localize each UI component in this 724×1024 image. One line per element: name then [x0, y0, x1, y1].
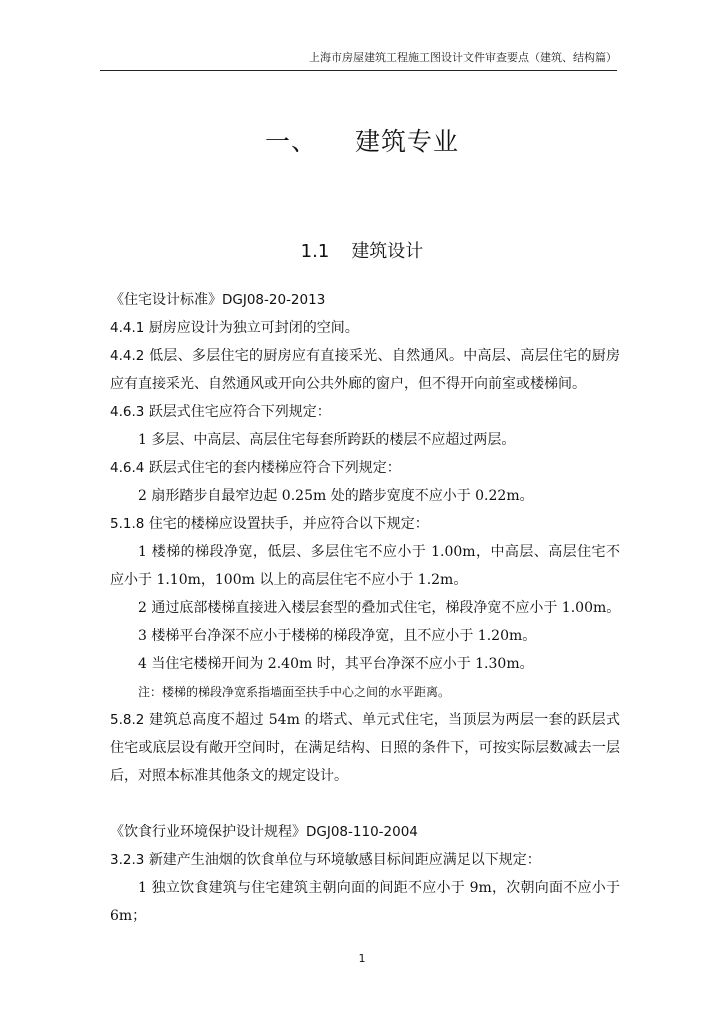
- clause: [110, 706, 620, 790]
- clause-item: [110, 426, 620, 454]
- standard-title: [110, 286, 620, 314]
- clause: [110, 342, 620, 398]
- running-header: 上海市房屋建筑工程施工图设计文件审查要点（建筑、结构篇）: [309, 51, 617, 64]
- clause-number: 5.1.8: [110, 516, 145, 532]
- page-number: 1: [358, 952, 366, 965]
- chapter-heading: [0, 126, 724, 158]
- clause-number: 4.6.4: [110, 460, 145, 476]
- clause-item: [110, 482, 620, 510]
- document-body: [110, 286, 620, 930]
- clause-text: 厨房应设计为独立可封闭的空间。: [148, 320, 359, 336]
- clause-item-text: 4 当住宅楼梯开间为 2.40m 时，其平台净深不应小于 1.30m。: [138, 656, 534, 672]
- clause-text: 住宅的楼梯应设置扶手，并应符合以下规定：: [148, 516, 429, 532]
- clause: [110, 314, 620, 342]
- clause: [110, 454, 620, 482]
- standard-title: [110, 818, 620, 846]
- standard-name: 《住宅设计标准》: [110, 292, 222, 308]
- section-number: 1.1: [300, 241, 330, 262]
- clause: [110, 510, 620, 538]
- clause-number: 5.8.2: [110, 712, 145, 728]
- clause-item: [110, 650, 620, 678]
- clause-item-text: 2 扇形踏步自最窄边起 0.25m 处的踏步宽度不应小于 0.22m。: [138, 488, 534, 504]
- clause-item-text: 1 独立饮食建筑与住宅建筑主朝向面的间距不应小于 9m，次朝向面不应小于 6m；: [110, 880, 620, 924]
- header-rule: [100, 70, 617, 71]
- clause-text: 建筑总高度不超过 54m 的塔式、单元式住宅，当顶层为两层一套的跃层式住宅或底层设有敞开空间时，在满足结构、日照的条件下，可按实际层数减去一层后，对照本标准其他条文的规定设计。: [110, 712, 620, 784]
- paragraph-gap: [110, 790, 620, 818]
- clause-item-text: 1 楼梯的梯段净宽，低层、多层住宅不应小于 1.00m，中高层、高层住宅不应小于 1.10m，100m 以上的高层住宅不应小于 1.2m。: [110, 544, 620, 588]
- clause-item-text: 3 楼梯平台净深不应小于楼梯的梯段净宽，且不应小于 1.20m。: [138, 628, 537, 644]
- clause-note-text: 注：楼梯的梯段净宽系指墙面至扶手中心之间的水平距离。: [138, 685, 451, 699]
- clause-item-text: 1 多层、中高层、高层住宅每套所跨跃的楼层不应超过两层。: [138, 432, 516, 448]
- clause-number: 4.4.1: [110, 320, 145, 336]
- standard-code: DGJ08-20-2013: [222, 292, 326, 308]
- chapter-title: 建筑专业: [355, 127, 460, 156]
- clause-item: [110, 594, 620, 622]
- section-heading: [0, 240, 724, 264]
- clause-item: [110, 622, 620, 650]
- standard-name: 《饮食行业环境保护设计规程》: [110, 824, 306, 840]
- clause-item: [110, 538, 620, 594]
- clause-item: [110, 874, 620, 930]
- standard-code: DGJ08-110-2004: [306, 824, 418, 840]
- clause-note: [110, 678, 620, 706]
- clause-number: 4.6.3: [110, 404, 145, 420]
- clause: [110, 398, 620, 426]
- clause-item-text: 2 通过底部楼梯直接进入楼层套型的叠加式住宅，梯段净宽不应小于 1.00m。: [138, 600, 621, 616]
- clause-text: 跃层式住宅应符合下列规定：: [148, 404, 331, 420]
- section-title: 建筑设计: [351, 241, 424, 262]
- chapter-number: 一、: [264, 127, 317, 156]
- clause-text: 新建产生油烟的饮食单位与环境敏感目标间距应满足以下规定：: [148, 852, 541, 868]
- clause: [110, 846, 620, 874]
- clause-number: 4.4.2: [110, 348, 145, 364]
- clause-text: 跃层式住宅的套内楼梯应符合下列规定：: [148, 460, 401, 476]
- clause-text: 低层、多层住宅的厨房应有直接采光、自然通风。中高层、高层住宅的厨房应有直接采光、自然通风或开向公共外廊的窗户，但不得开向前室或楼梯间。: [110, 348, 621, 392]
- clause-number: 3.2.3: [110, 852, 145, 868]
